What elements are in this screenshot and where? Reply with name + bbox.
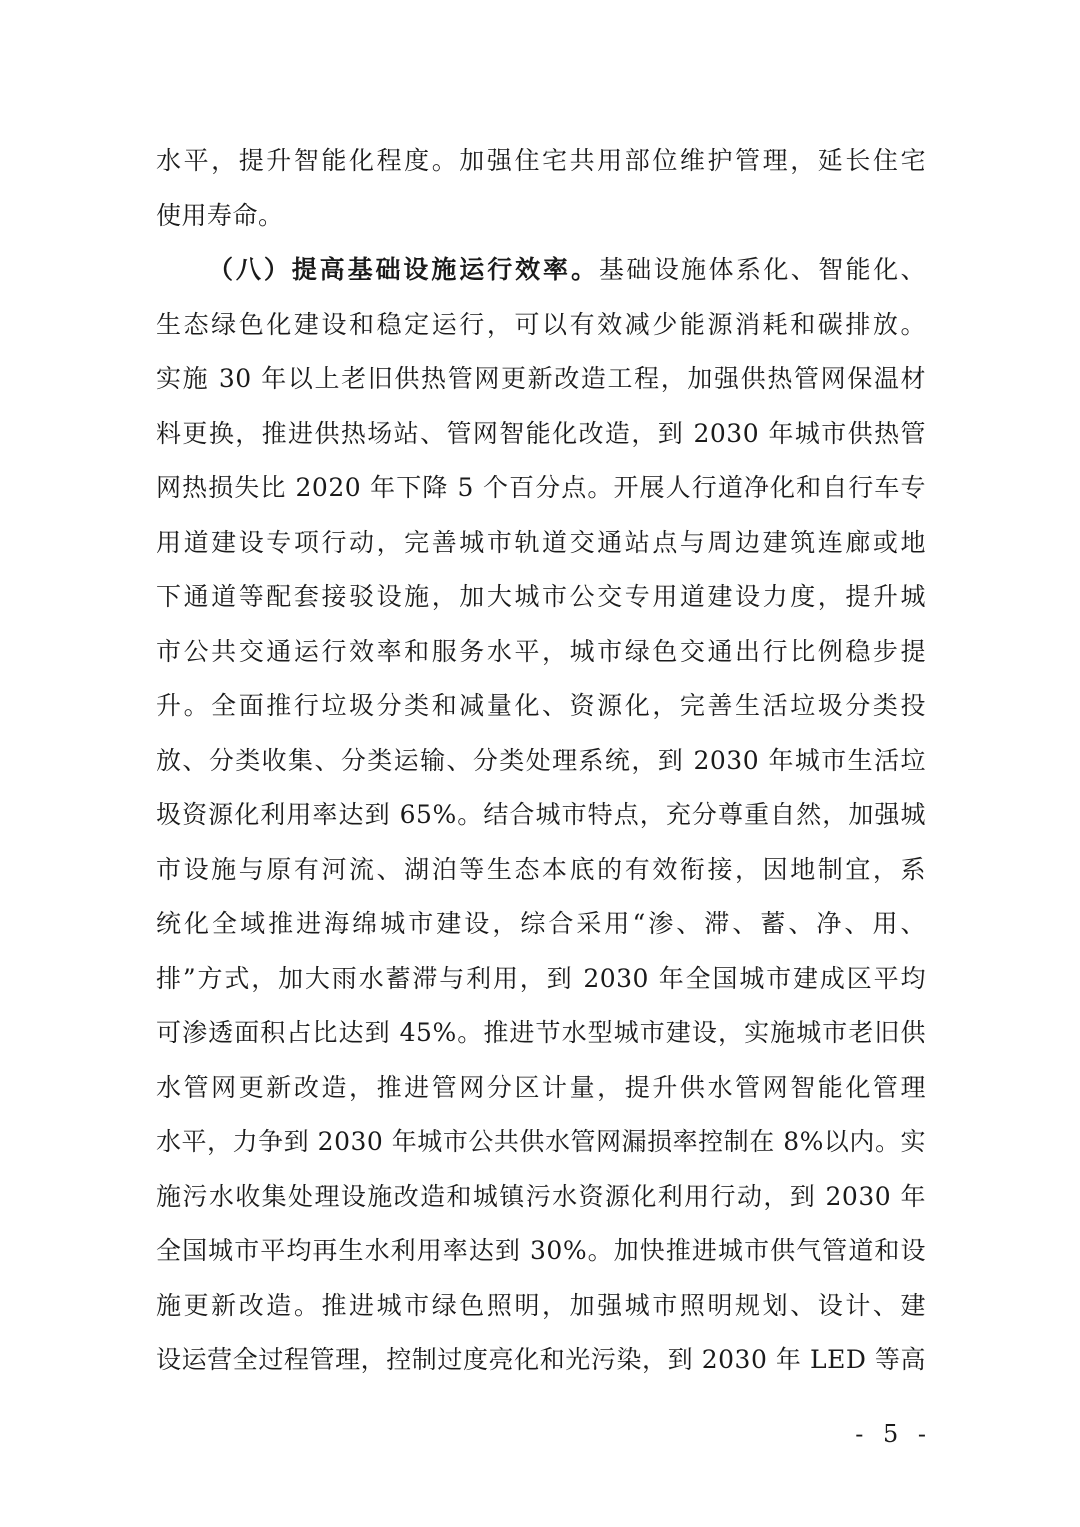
text-line: 水平，力争到 2030 年城市公共供水管网漏损率控制在 8%以内。实 [156,1127,926,1156]
text-line: 料更换，推进供热场站、管网智能化改造，到 2030 年城市供热管 [156,418,926,448]
text-line: 圾资源化利用率达到 65%。结合城市特点，充分尊重自然，加强城 [156,800,926,829]
text-line: 网热损失比 2020 年下降 5 个百分点。开展人行道净化和自行车专 [156,473,926,502]
text-line: 放、分类收集、分类运输、分类处理系统，到 2030 年城市生活垃 [156,745,926,775]
text-line: 统化全域推进海绵城市建设，综合采用“渗、滞、蓄、净、用、 [156,909,926,938]
text-line: 施污水收集处理设施改造和城镇污水资源化利用行动，到 2030 年 [156,1181,926,1211]
text-line: 设运营全过程管理，控制过度亮化和光污染，到 2030 年 LED 等高 [156,1345,926,1374]
section-heading-line [156,243,926,298]
section-heading: （八）提高基础设施运行效率。 [208,255,599,284]
text-span: 基础设施体系化、智能化、 [598,255,926,284]
text-line: 可渗透面积占比达到 45%。推进节水型城市建设，实施城市老旧供 [156,1018,926,1047]
text-line: 实施 30 年以上老旧供热管网更新改造工程，加强供热管网保温材 [156,364,926,393]
text-line: 升。全面推行垃圾分类和减量化、资源化，完善生活垃圾分类投 [156,691,926,720]
text-line: 市公共交通运行效率和服务水平，城市绿色交通出行比例稳步提 [156,636,926,666]
body-text [156,134,926,1388]
text-line: 用道建设专项行动，完善城市轨道交通站点与周边建筑连廊或地 [156,527,926,557]
text-line: 下通道等配套接驳设施，加大城市公交专用道建设力度，提升城 [156,582,926,611]
text-line: 全国城市平均再生水利用率达到 30%。加快推进城市供气管道和设 [156,1236,926,1265]
text-line: 生态绿色化建设和稳定运行，可以有效减少能源消耗和碳排放。 [156,309,926,339]
text-line: 市设施与原有河流、湖泊等生态本底的有效衔接，因地制宜，系 [156,854,926,884]
text-line: 水平，提升智能化程度。加强住宅共用部位维护管理，延长住宅 [156,146,926,175]
text-line: 使用寿命。 [156,200,284,230]
text-line: 施更新改造。推进城市绿色照明，加强城市照明规划、设计、建 [156,1290,926,1320]
page-number: - 5 - [855,1420,932,1448]
text-line: 排”方式，加大雨水蓄滞与利用，到 2030 年全国城市建成区平均 [156,963,926,993]
text-line: 水管网更新改造，推进管网分区计量，提升供水管网智能化管理 [156,1072,926,1102]
